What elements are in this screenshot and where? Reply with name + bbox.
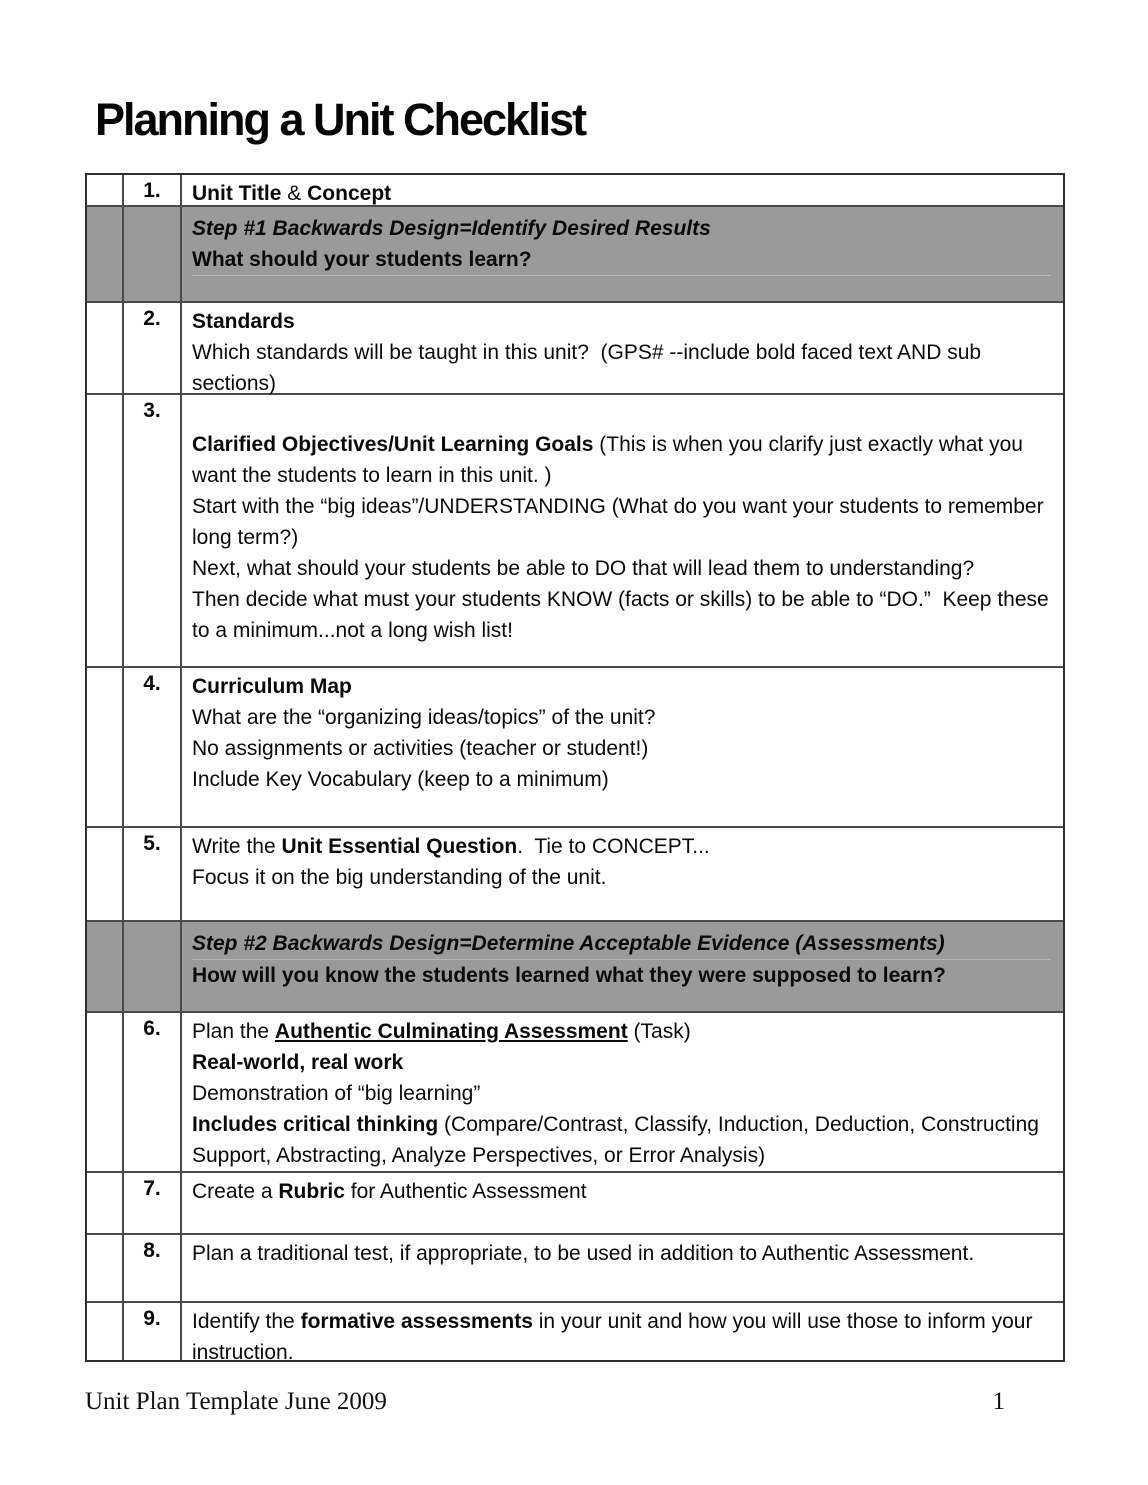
paragraph [192,429,1051,491]
row-number-cell [124,922,182,1011]
paragraph [192,1306,1051,1368]
paragraph [192,702,1051,733]
paragraph [192,1047,1051,1078]
paragraph [192,960,1051,991]
paragraph [192,1078,1051,1109]
paragraph [192,337,1051,399]
text-segment: Step #2 Backwards Design=Determine Acceptable Evidence (Assessments) [192,932,945,955]
paragraph [192,1109,1051,1171]
paragraph [192,733,1051,764]
text-segment: How will you know the students learned what they were supposed to learn? [192,964,946,987]
checklist-row [87,1235,1063,1303]
page-footer [85,1388,1005,1416]
text-segment: . Tie to CONCEPT... [517,835,710,858]
text-segment: What are the “organizing ideas/topics” of the unit? [192,706,656,729]
row-number-cell: 6. [124,1013,182,1171]
margin-cell [87,395,124,666]
text-segment: Step #1 Backwards Design=Identify Desired Results [192,217,711,240]
row-content-cell [182,395,1063,666]
row-number-cell: 3. [124,395,182,666]
row-content-cell [182,207,1063,301]
text-segment: Rubric [278,1180,345,1203]
row-content-cell [182,828,1063,920]
paragraph [192,398,1051,429]
text-segment: Curriculum Map [192,675,352,698]
paragraph [192,584,1055,646]
page-title: Planning a Unit Checklist [95,94,586,145]
text-segment: What should your students learn? [192,248,532,271]
text-segment: Plan a traditional test, if appropriate, to be used in addition to Authentic Assessment. [192,1242,975,1265]
text-segment: Include Key Vocabulary (keep to a minimum) [192,768,609,791]
row-content-cell [182,1013,1063,1171]
row-content-cell [182,1235,1063,1301]
step-header-row [87,922,1063,1013]
text-segment: Plan the [192,1020,275,1043]
checklist-row [87,1173,1063,1235]
row-number-cell: 9. [124,1303,182,1360]
text-segment: Identify the [192,1310,301,1333]
row-content-cell [182,175,1063,205]
text-segment: Includes critical thinking [192,1113,439,1136]
margin-cell [87,828,124,920]
text-segment: Which standards will be taught in this unit? (GPS# --include bold faced text AND sub sections) [192,341,987,395]
text-segment: Next, what should your students be able to DO that will lead them to understanding? [192,557,975,580]
text-segment: Unit Essential Question [281,835,518,858]
checklist-row [87,668,1063,828]
row-number-cell: 8. [124,1235,182,1301]
checklist-row [87,1303,1063,1364]
text-segment: Concept [307,182,392,205]
margin-cell [87,175,124,205]
text-segment: Unit Title [192,182,282,205]
paragraph [192,764,1051,795]
text-segment: Start with the “big ideas”/UNDERSTANDING (What do you want your students to remember long term?) [192,495,1050,549]
text-segment: for Authentic Assessment [344,1180,587,1203]
margin-cell [87,668,124,826]
footer-template-label: Unit Plan Template June 2009 [85,1388,387,1415]
paragraph [192,862,1051,893]
paragraph [192,244,1051,276]
text-segment: Real-world, real work [192,1051,404,1074]
row-number-cell: 4. [124,668,182,826]
row-number-cell: 2. [124,303,182,393]
footer-page-number: 1 [992,1388,1005,1415]
text-segment: in your unit and how you will use those to inform your instruction. [192,1310,1039,1364]
paragraph [192,553,1051,584]
margin-cell [87,1173,124,1233]
margin-cell [87,207,124,301]
paragraph [192,928,1051,960]
margin-cell [87,1235,124,1301]
text-segment: Focus it on the big understanding of the unit. [192,866,607,889]
row-number-cell [124,207,182,301]
text-segment: Then decide what must your students KNOW (facts or skills) to be able to “DO.” Keep these to a minimum...not a long wish list! [192,588,1055,642]
text-segment: & [281,182,308,205]
paragraph [192,178,1051,209]
checklist-row [87,828,1063,922]
margin-cell [87,1303,124,1360]
paragraph [192,306,1051,337]
text-segment: (Compare/Contrast, Classify, Induction, Deduction, Constructing Support, Abstracting, Analyze Perspectives, or Error Analysis) [192,1113,1045,1167]
text-segment: Clarified Objectives/Unit Learning Goals [192,433,594,456]
margin-cell [87,922,124,1011]
text-segment: formative assessments [300,1310,533,1333]
row-content-cell [182,922,1063,1011]
row-number-cell: 7. [124,1173,182,1233]
paragraph [192,831,1051,862]
checklist-row [87,395,1063,668]
text-segment: Demonstration of “big learning” [192,1082,481,1105]
text-segment: No assignments or activities (teacher or student!) [192,737,649,760]
paragraph [192,1238,1051,1269]
margin-cell [87,303,124,393]
text-segment: Standards [192,310,295,333]
checklist-row [87,1013,1063,1173]
paragraph [192,491,1051,553]
row-content-cell [182,1173,1063,1233]
step-header-row [87,207,1063,303]
paragraph [192,671,1051,702]
text-segment: (Task) [627,1020,691,1043]
paragraph [192,1016,1051,1047]
checklist-row [87,303,1063,395]
text-segment: Authentic Culminating Assessment [274,1020,628,1043]
paragraph [192,213,1051,244]
checklist-table [85,173,1065,1362]
text-segment: Write the [192,835,282,858]
row-content-cell [182,1303,1063,1364]
checklist-row [87,175,1063,207]
text-segment: Create a [192,1180,279,1203]
paragraph [192,1176,1051,1207]
text-segment: (This is when you clarify just exactly what you want the students to learn in this unit. ) [192,433,1029,487]
row-number-cell: 1. [124,175,182,205]
row-content-cell [182,668,1063,826]
row-number-cell: 5. [124,828,182,920]
margin-cell [87,1013,124,1171]
row-content-cell [182,303,1063,393]
